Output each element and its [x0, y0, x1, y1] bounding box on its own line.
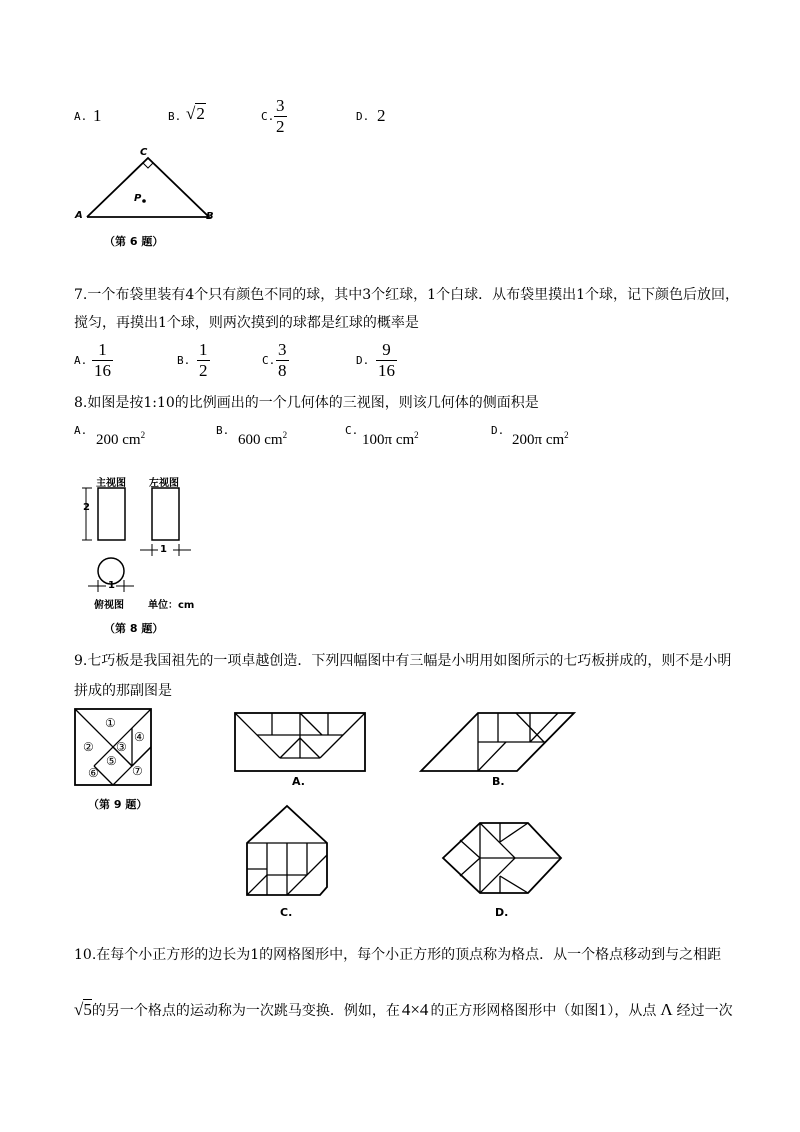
q8-three-views-figure — [70, 470, 220, 620]
q8-option-d-letter: D. — [491, 424, 505, 437]
q9-label-b: B. — [492, 775, 505, 788]
q8-option-b-letter: B. — [216, 424, 230, 437]
q9-figure-b — [418, 710, 578, 775]
tangram-piece-1: ① — [105, 716, 116, 730]
q6-option-b-value: √2 — [186, 104, 205, 123]
q9-text-line1: 9.七巧板是我国祖先的一项卓越创造．下列四幅图中有三幅是小明用如图所示的七巧板拼成的，则不是小明 — [74, 653, 732, 669]
q8-height-label: 2 — [83, 502, 90, 513]
q9-label-d: D. — [495, 906, 509, 919]
q6-label-b: B — [206, 211, 214, 222]
q9-figure-d — [440, 820, 565, 900]
q8-option-a-value: 200 $cm^2$ — [96, 430, 146, 448]
q8-unit-label: 单位：cm — [148, 600, 195, 611]
q7-text-line2: 搅匀，再摸出1个球，则两次摸到的球都是红球的概率是 — [74, 315, 419, 331]
q7-text-line1: 7.一个布袋里装有4个只有颜色不同的球，其中3个红球，1个白球．从布袋里摸出1个球，记下颜色后放回， — [74, 287, 739, 303]
q10-text-line2: √5的另一个格点的运动称为一次跳马变换．例如，在 4×4 的正方形网格图形中（如图1），从点 Λ 经过一次 — [74, 1000, 733, 1019]
q7-option-b-fraction: $\frac{1}{2}$ — [199, 340, 208, 380]
q6-option-d-letter: D. — [356, 110, 370, 123]
q8-text: 8.如图是按1:10的比例画出的一个几何体的三视图，则该几何体的侧面积是 — [74, 395, 539, 411]
q9-label-c: C. — [280, 906, 293, 919]
q6-caption: （第 6 题） — [104, 235, 164, 248]
tangram-piece-2: ② — [83, 740, 94, 754]
q8-left-view-label: 左视图 — [149, 478, 179, 489]
q8-caption: （第 8 题） — [104, 622, 164, 635]
q7-option-a-letter: A. — [74, 354, 88, 367]
q8-top-view-label: 俯视图 — [94, 600, 124, 611]
q6-option-c-letter: C. — [261, 110, 275, 123]
q10-sqrt: √5 — [74, 1000, 92, 1019]
tangram-piece-5: ⑤ — [106, 754, 117, 768]
q8-option-b-value: 600 $cm^2$ — [238, 430, 288, 448]
q7-option-c-letter: C. — [262, 354, 276, 367]
q7-option-d-fraction: $\frac{9}{16}$ — [378, 340, 395, 380]
q8-option-c-value: 100π $cm^2$ — [362, 430, 419, 448]
q8-option-a-letter: A. — [74, 424, 88, 437]
tangram-piece-4: ④ — [134, 730, 145, 744]
tangram-piece-6: ⑥ — [88, 766, 99, 780]
q7-option-a-fraction: $\frac{1}{16}$ — [94, 340, 111, 380]
q9-label-a: A. — [292, 775, 305, 788]
q8-option-d-value: 200π $cm^2$ — [512, 430, 569, 448]
q6-option-a-letter: A. — [74, 110, 88, 123]
q6-label-a: A — [75, 210, 83, 221]
sqrt-sign-icon: √ — [74, 1000, 84, 1019]
q9-figure-a — [232, 710, 372, 775]
q6-option-d-value: 2 — [377, 106, 386, 125]
q8-diameter-label: 1 — [108, 580, 115, 591]
q6-label-c: C — [140, 147, 148, 158]
q6-option-c-fraction: $\frac{3}{2}$ — [276, 96, 285, 136]
q7-option-c-fraction: $\frac{3}{8}$ — [278, 340, 287, 380]
q8-front-view-label: 主视图 — [96, 478, 126, 489]
tangram-piece-3: ③ — [116, 740, 127, 754]
q7-option-b-letter: B. — [177, 354, 191, 367]
q8-width-label: 1 — [160, 544, 167, 555]
q6-option-b-letter: B. — [168, 110, 182, 123]
q8-option-c-letter: C. — [345, 424, 359, 437]
sqrt-sign-icon: √ — [186, 104, 196, 123]
q9-caption: （第 9 题） — [88, 798, 148, 811]
q7-option-d-letter: D. — [356, 354, 370, 367]
q6-option-a-value: 1 — [93, 106, 102, 125]
q9-text-line2: 拼成的那副图是 — [74, 683, 172, 699]
q6-label-p: P — [134, 193, 142, 204]
q9-figure-c — [244, 803, 334, 903]
q10-text-line1: 10.在每个小正方形的边长为1的网格图形中，每个小正方形的顶点称为格点．从一个格点移动到与之相距 — [74, 947, 722, 963]
tangram-piece-7: ⑦ — [132, 764, 143, 778]
